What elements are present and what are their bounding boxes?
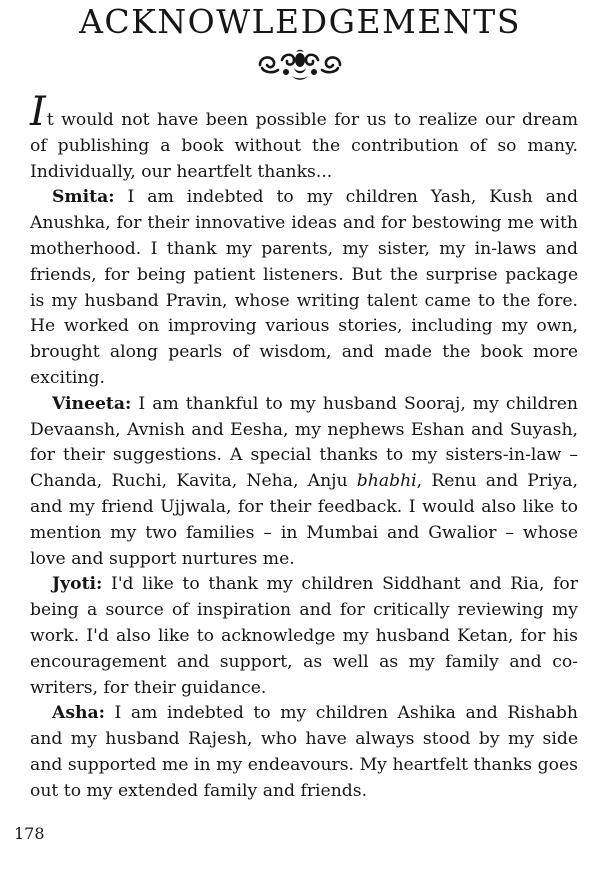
- drop-cap: I: [30, 89, 46, 135]
- acknowledgement-jyoti: [30, 572, 578, 701]
- decorative-flourish-icon: [256, 48, 344, 82]
- acknowledgement-text-continued: , Renu and Priya, and my friend Ujjwala, for their feedback. I would also like to mention my two families – in Mumbai and Gwalior – whose love and support nurtures me.: [30, 471, 579, 569]
- italic-word: bhabhi: [356, 471, 417, 492]
- page-number: 178: [14, 824, 45, 843]
- intro-paragraph: [30, 89, 578, 185]
- author-name: Smita:: [52, 187, 115, 208]
- acknowledgement-text: I am indebted to my children Ashika and Rishabh and my husband Rajesh, who have always stood by my side and supported me in my endeavours. My heartfelt thanks goes out to my extended family and friends.: [30, 703, 578, 801]
- author-name: Asha:: [52, 703, 105, 724]
- acknowledgement-text: I am thankful to my husband Sooraj, my children Devaansh, Avnish and Eesha, my nephews Eshan and Suyash, for their suggestions. A special thanks to my sisters-in-law – Chanda, Ruchi, Kavita, Neha, Anju: [30, 393, 578, 492]
- author-name: Vineeta:: [52, 393, 132, 414]
- acknowledgement-text: I'd like to thank my children Siddhant and Ria, for being a source of inspiration and for critically reviewing my work. I'd also like to acknowledge my husband Ketan, for his encouragement and support, as well as my family and co-writers, for their guidance.: [30, 574, 578, 698]
- acknowledgement-asha: [30, 701, 578, 804]
- acknowledgement-smita: [30, 185, 578, 391]
- acknowledgements-body: [30, 89, 579, 805]
- intro-text: t would not have been possible for us to realize our dream of publishing a book without the contribution of so many. Individually, our heartfelt thanks...: [30, 110, 578, 182]
- author-name: Jyoti:: [52, 574, 103, 595]
- page-title: ACKNOWLEDGEMENTS: [79, 2, 521, 41]
- acknowledgement-text: I am indebted to my children Yash, Kush and Anushka, for their innovative ideas and for bestowing me with motherhood. I thank my parents, my sister, my in-laws and friends, for being patient listeners. But the surprise package is my husband Pravin, whose writing talent came to the fore. He worked on improving various stories, including my own, brought along pearls of wisdom, and made the book more exciting.: [30, 187, 578, 388]
- acknowledgement-vineeta: [30, 392, 578, 573]
